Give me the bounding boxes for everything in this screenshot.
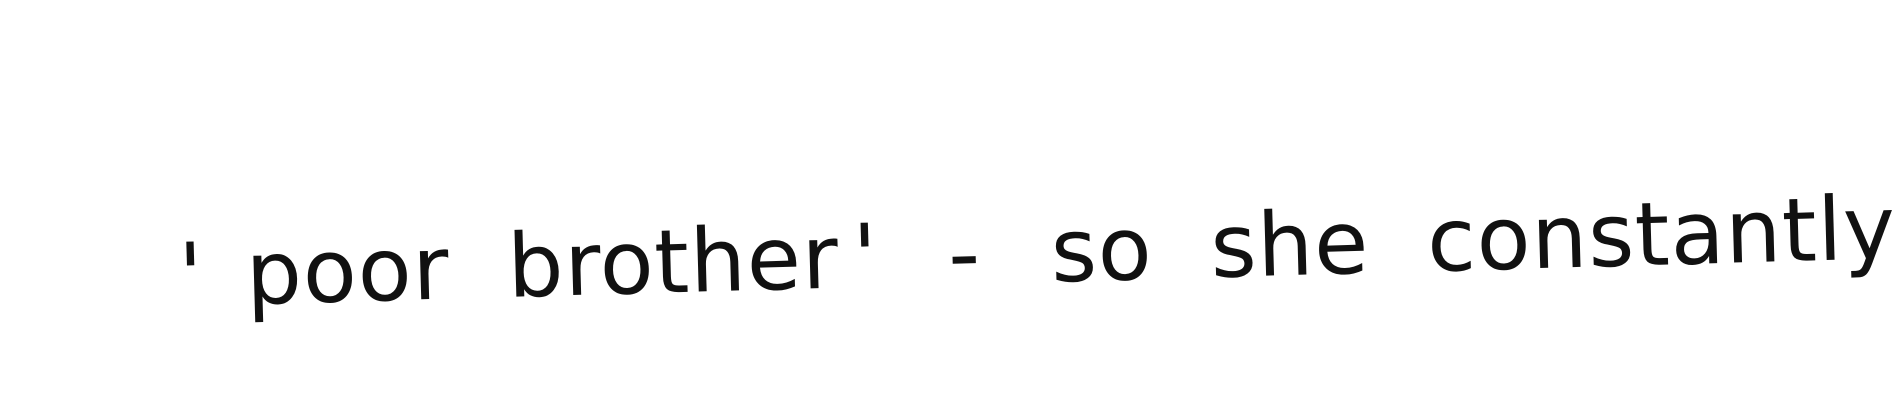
closing-quote: ' (851, 204, 880, 309)
word-so: so (1049, 196, 1154, 303)
word-brother: brother (506, 205, 841, 318)
word-poor: poor (244, 216, 452, 326)
dash: - (946, 201, 983, 306)
word-constantly: constantly (1425, 176, 1898, 293)
opening-quote: ' (177, 223, 206, 327)
handwritten-text-line (174, 77, 1898, 327)
word-she: she (1209, 190, 1371, 299)
